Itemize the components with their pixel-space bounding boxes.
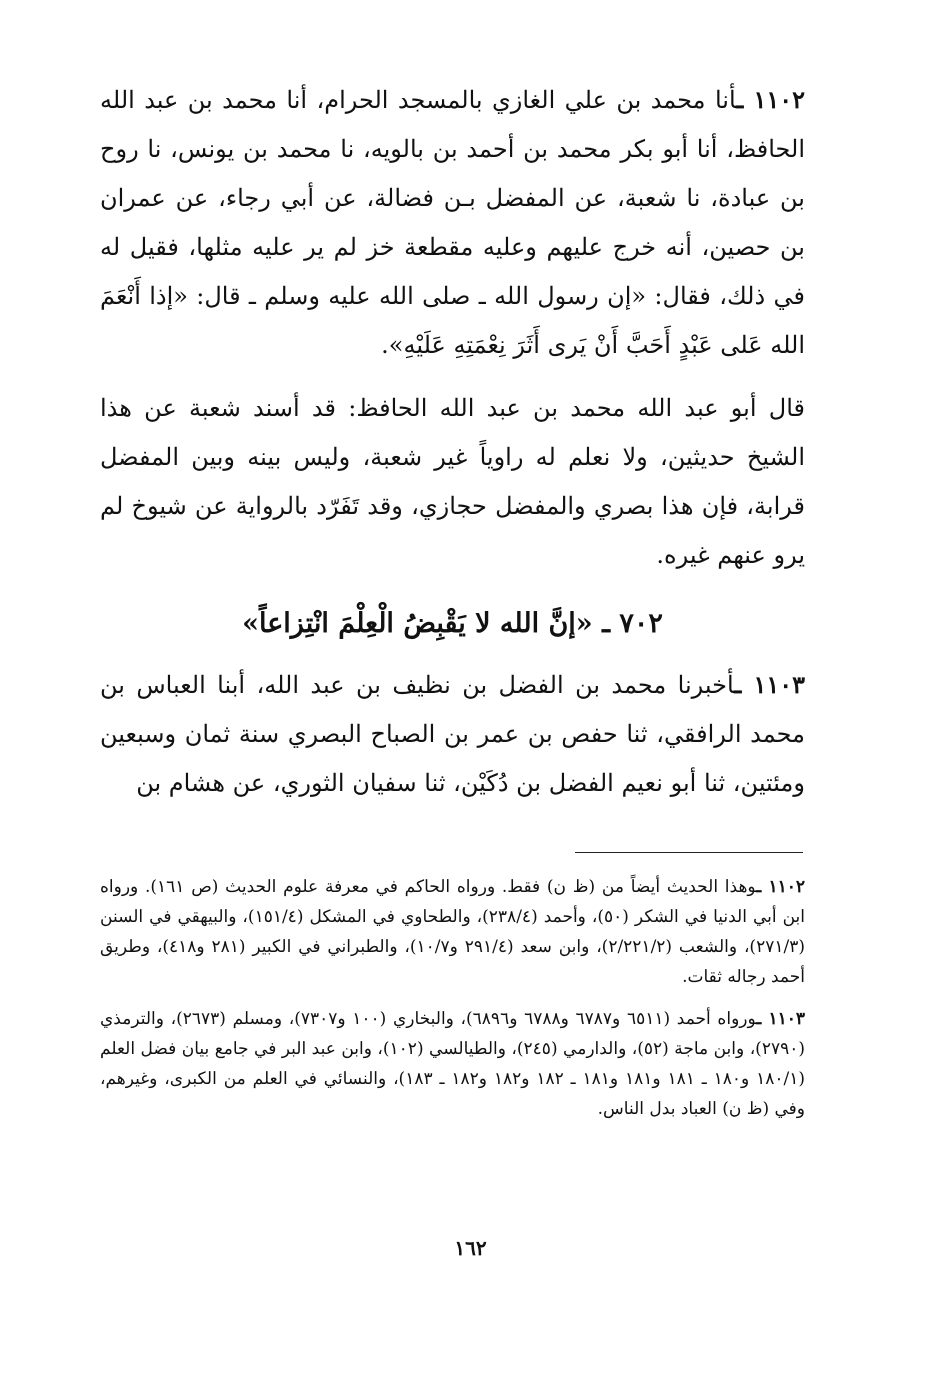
commentary-paragraph: قال أبو عبد الله محمد بن عبد الله الحافظ: قد أسند شعبة عن هذا الشيخ حديثين، ولا نعلم له راوياً غير شعبة، وليس بينه وبين المفضل قرابة، فإن هذا بصري والمفضل حجازي، وقد تَفَرّد بالرواية عن شيوخ لم يرو عنهم غيره.: [100, 394, 805, 569]
footnote-text: ورواه أحمد (٦٥١١ و٦٧٨٧ و٦٧٨٨ و٦٨٩٦)، والبخاري (١٠٠ و٧٣٠٧)، ومسلم (٢٦٧٣)، والترمذي (٢٧٩٠)، وابن ماجة (٥٢)، والدارمي (٢٤٥)، والطيالسي (١٠٢)، وابن عبد البر في جامع بيان فضل العلم (١٨٠/١ و١٨٠ ـ ١٨١ و١٨١ و١٨١ ـ ١٨٢ و١٨٢ و١٨٢ ـ ١٨٣)، والنسائي في العلم من الكبرى، وغيرهم، وفي (ظ ن) العباد بدل الناس.: [100, 1009, 806, 1119]
hadith-number: ١١٠٢ ـ: [736, 85, 806, 114]
hadith-1103: [100, 660, 805, 808]
footnote-1103: [100, 1004, 805, 1124]
hadith-text: أنا محمد بن علي الغازي بالمسجد الحرام، أنا محمد بن عبد الله الحافظ، أنا أبو بكر محمد بن أحمد بن بالويه، نا محمد بن يونس، نا روح بن عبادة، نا شعبة، عن المفضل بـن فضالة، عن أبي رجاء، عن عمران بن حصين، أنه خرج عليهم وعليه مقطعة خز لم ير عليه مثلها، فقيل له في ذلك، فقال: «إن رسول الله ـ صلى الله عليه وسلم ـ قال: «إذا أَنْعَمَ الله عَلى عَبْدٍ أَحَبَّ أَنْ يَرى أَثَرَ نِعْمَتِهِ عَلَيْهِ».: [100, 86, 805, 359]
hadith-1102: [100, 75, 805, 370]
page-number: ١٦٢: [454, 1236, 487, 1260]
hadith-number: ١١٠٣ ـ: [734, 670, 806, 699]
hadith-text: أخبرنا محمد بن الفضل بن نظيف بن عبد الله، أبنا العباس بن محمد الرافقي، ثنا حفص بن عمر بن الصباح البصري سنة ثمان وسبعين ومئتين، ثنا أبو نعيم الفضل بن دُكَيْن، ثنا سفيان الثوري، عن هشام بن: [100, 671, 805, 797]
chapter-heading: ٧٠٢ ـ «إنَّ الله لا يَقْبِضُ الْعِلْمَ انْتِزاعاً»: [242, 608, 663, 639]
main-text: [100, 75, 805, 808]
footnote-text: وهذا الحديث أيضاً من (ظ ن) فقط. ورواه الحاكم في معرفة علوم الحديث (ص ١٦١). ورواه ابن أبي الدنيا في الشكر (٥٠)، وأحمد (٢٣٨/٤)، والطحاوي في المشكل (١٥١/٤)، والبيهقي في السنن (٢٧١/٣)، والشعب (٢/٢٢١/٢)، وابن سعد (٢٩١/٤ و١٠/٧)، والطبراني في الكبير (٢٨١ و٤١٨)، وطريق أحمد رجاله ثقات.: [100, 877, 805, 987]
footnote-number: ١١٠٣ ـ: [756, 1009, 805, 1029]
footnotes: [100, 872, 805, 1124]
footnote-number: ١١٠٢ ـ: [756, 877, 805, 897]
footnote-divider: [575, 852, 803, 853]
footnote-1102: [100, 872, 805, 992]
